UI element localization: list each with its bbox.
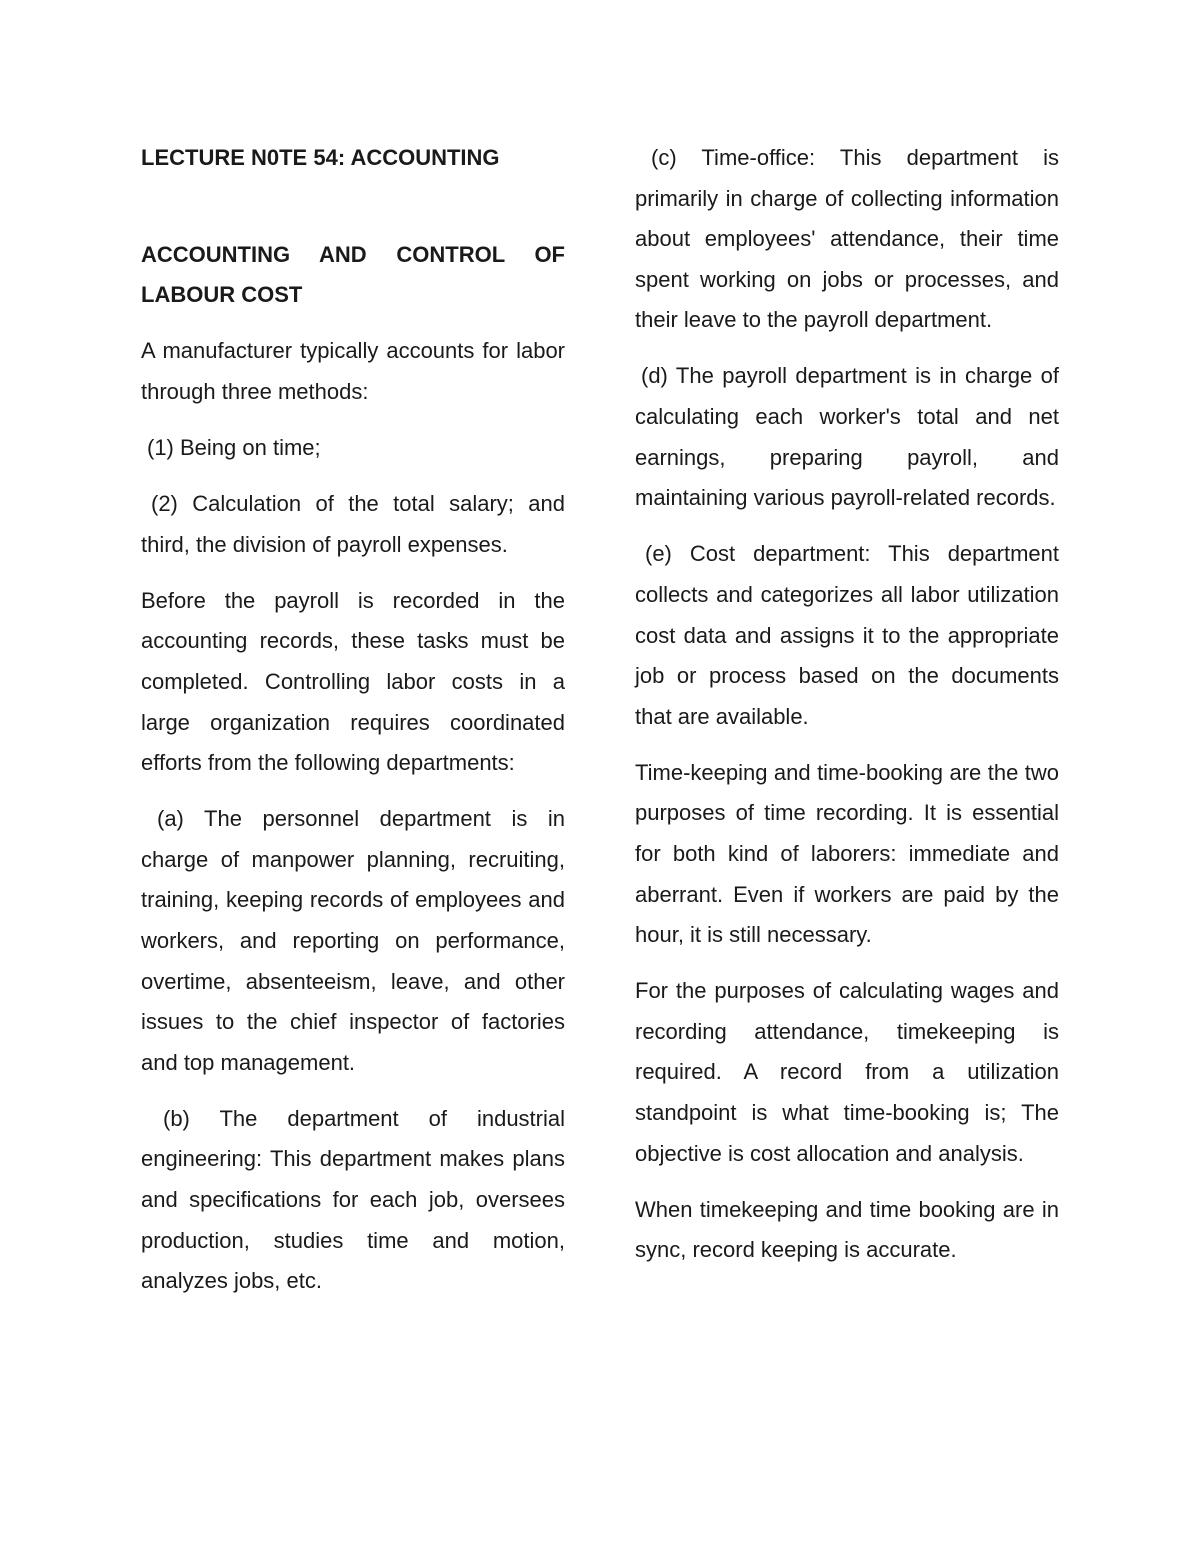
list-item: (1) Being on time; (147, 434, 321, 460)
page-title: LECTURE N0TE 54: ACCOUNTING (141, 145, 500, 170)
paragraph: Time-keeping and time-booking are the two purposes of time recording. It is essential for both kind of laborers: immediate and aberrant. Even if workers are paid by the hour, it is still necessary. (635, 759, 1059, 948)
list-item: (2) Calculation of the total salary; and third, the division of payroll expenses. (141, 491, 565, 557)
right-column (635, 138, 1059, 1286)
paragraph: Before the payroll is recorded in the accounting records, these tasks must be completed. Controlling labor costs in a large organization requires coordinated efforts from the following departments: (141, 587, 565, 776)
paragraph: A manufacturer typically accounts for labor through three methods: (141, 338, 565, 404)
list-item: (d) The payroll department is in charge of calculating each worker's total and net earnings, preparing payroll, and maintaining various payroll-related records. (635, 363, 1059, 511)
list-item: (b) The department of industrial engineering: This department makes plans and specifications for each job, oversees production, studies time and motion, analyzes jobs, etc. (141, 1105, 565, 1294)
list-item: (a) The personnel department is in charge of manpower planning, recruiting, training, keeping records of employees and workers, and reporting on performance, overtime, absenteeism, leave, and other issues to the chief inspector of factories and top management. (141, 806, 565, 1075)
paragraph: When timekeeping and time booking are in sync, record keeping is accurate. (635, 1196, 1059, 1263)
left-column (141, 138, 565, 1317)
paragraph: For the purposes of calculating wages and recording attendance, timekeeping is required. A record from a utilization standpoint is what time-booking is; The objective is cost allocation and analysis. (635, 978, 1059, 1166)
section-heading: ACCOUNTING AND CONTROL OF LABOUR COST (141, 241, 565, 308)
list-item: (c) Time-office: This department is primarily in charge of collecting information about employees' attendance, their time spent working on jobs or processes, and their leave to the payroll department. (635, 145, 1059, 333)
list-item: (e) Cost department: This department collects and categorizes all labor utilization cost data and assigns it to the appropriate job or process based on the documents that are available. (635, 541, 1059, 729)
